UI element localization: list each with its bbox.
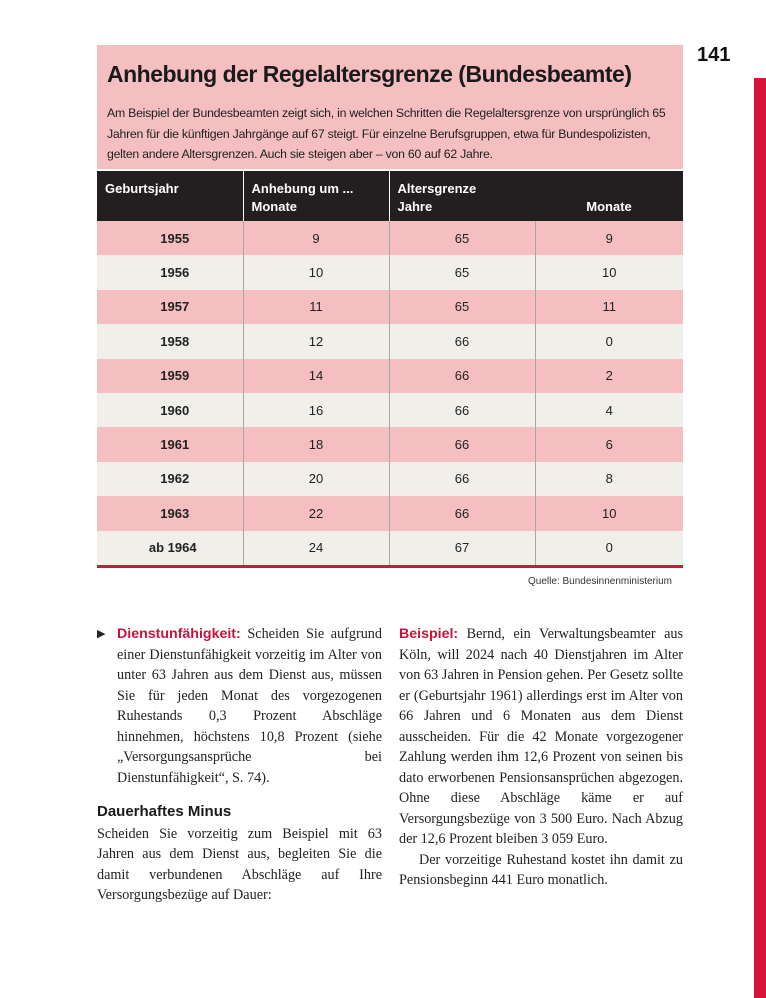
table-source: Quelle: Bundesinnenministerium xyxy=(528,576,672,587)
table-row xyxy=(97,221,683,255)
cell-raise-months: 11 xyxy=(243,290,389,324)
cell-birth-year: 1956 xyxy=(97,255,243,289)
table-row xyxy=(97,359,683,393)
box-title: Anhebung der Regelaltersgrenze (Bundesbeamte) xyxy=(107,61,632,87)
table-row xyxy=(97,462,683,496)
table-row xyxy=(97,531,683,565)
cell-age-months: 6 xyxy=(535,427,683,461)
cell-raise-months: 20 xyxy=(243,462,389,496)
box-intro-text: Am Beispiel der Bundesbeamten zeigt sich, in welchen Schritten die Regelaltersgrenze von ursprünglich 65 Jahren für die künftigen Jahrgänge auf 67 steigt. Für einzelne Berufsgruppen, etwa für Bundespolizisten, gelten andere Altersgrenzen. Auch sie steigen aber – von 60 auf 62 Jahre. xyxy=(107,106,666,161)
retirement-age-table xyxy=(97,171,683,565)
cell-age-years: 65 xyxy=(389,290,535,324)
section-heading: Dauerhaftes Minus xyxy=(97,803,232,820)
cell-birth-year: 1960 xyxy=(97,393,243,427)
cell-birth-year: 1955 xyxy=(97,221,243,255)
example-text: Bernd, ein Verwaltungsbeamter aus Köln, will 2024 nach 40 Dienstjahren im Alter von 63 Jahren in Pension gehen. Per Gesetz sollte er (Geburtsjahr 1961) allerdings erst im Alter von 66 Jahren und 6 Monaten aus dem Dienst ausscheiden. Für die 42 Monate vorgezogener Zahlung werden ihm 12,6 Prozent von seinen bis dato erworbenen Pensionsansprüchen abgezogen. Ohne diese Abschläge käme er auf Versorgungsbezüge von 3 500 Euro. Nach Abzug der 12,6 Prozent bleiben 3 059 Euro. xyxy=(399,626,683,847)
cell-birth-year: 1958 xyxy=(97,324,243,358)
page-number: 141 xyxy=(697,44,731,66)
table-row xyxy=(97,324,683,358)
header-birth-year: Geburtsjahr xyxy=(97,171,243,221)
cell-raise-months: 9 xyxy=(243,221,389,255)
header-age-limit-months: Monate xyxy=(535,171,683,221)
table-header-row xyxy=(97,171,683,221)
bullet-text: Scheiden Sie aufgrund einer Dienstunfähigkeit vorzeitig im Alter von unter 63 Jahren aus dem Dienst aus, müssen Sie für jeden Monat des vorgezogenen Ruhestands 0,3 Prozent Abschläge hinnehmen, höchstens 10,8 Prozent (siehe „Versorgungsansprüche bei Dienstunfähigkeit“, S. 74). xyxy=(117,626,382,786)
cell-raise-months: 16 xyxy=(243,393,389,427)
cell-raise-months: 24 xyxy=(243,531,389,565)
cell-age-years: 66 xyxy=(389,496,535,530)
cell-birth-year: ab 1964 xyxy=(97,531,243,565)
left-column xyxy=(97,624,382,906)
bullet-item xyxy=(97,624,382,788)
cell-raise-months: 18 xyxy=(243,427,389,461)
header-raise-months: Anhebung um ... Monate xyxy=(243,171,389,221)
cell-age-months: 2 xyxy=(535,359,683,393)
cell-age-years: 66 xyxy=(389,393,535,427)
info-box xyxy=(97,45,683,169)
triangle-bullet-icon: ▶ xyxy=(97,628,106,640)
cell-age-years: 66 xyxy=(389,359,535,393)
table-bottom-rule xyxy=(97,565,683,568)
cell-age-months: 11 xyxy=(535,290,683,324)
cell-age-years: 66 xyxy=(389,324,535,358)
cell-raise-months: 10 xyxy=(243,255,389,289)
table-row xyxy=(97,393,683,427)
cell-raise-months: 14 xyxy=(243,359,389,393)
cell-birth-year: 1961 xyxy=(97,427,243,461)
example-paragraph xyxy=(399,624,683,850)
cell-age-years: 66 xyxy=(389,462,535,496)
cell-birth-year: 1959 xyxy=(97,359,243,393)
edge-accent-bar xyxy=(754,78,766,998)
cell-age-months: 8 xyxy=(535,462,683,496)
cell-age-months: 0 xyxy=(535,531,683,565)
cell-birth-year: 1957 xyxy=(97,290,243,324)
cell-age-months: 9 xyxy=(535,221,683,255)
table-row xyxy=(97,290,683,324)
cell-age-years: 67 xyxy=(389,531,535,565)
section-paragraph: Scheiden Sie vorzeitig zum Beispiel mit 63 Jahren aus dem Dienst aus, begleiten Sie die damit verbundenen Abschläge auf Ihre Versorgungsbezüge auf Dauer: xyxy=(97,825,382,903)
cell-age-years: 66 xyxy=(389,427,535,461)
cell-age-months: 10 xyxy=(535,255,683,289)
example-conclusion: Der vorzeitige Ruhestand kostet ihn damit zu Pensionsbeginn 441 Euro monatlich. xyxy=(399,851,683,888)
table-row xyxy=(97,255,683,289)
header-age-limit-years: Altersgrenze Jahre xyxy=(389,171,535,221)
cell-raise-months: 22 xyxy=(243,496,389,530)
table-row xyxy=(97,496,683,530)
cell-age-months: 4 xyxy=(535,393,683,427)
bullet-lead: Dienstunfähigkeit: xyxy=(117,626,241,642)
cell-raise-months: 12 xyxy=(243,324,389,358)
table-row xyxy=(97,427,683,461)
cell-birth-year: 1962 xyxy=(97,462,243,496)
right-column xyxy=(399,624,683,891)
example-lead: Beispiel: xyxy=(399,626,459,642)
cell-age-years: 65 xyxy=(389,221,535,255)
cell-birth-year: 1963 xyxy=(97,496,243,530)
cell-age-months: 10 xyxy=(535,496,683,530)
cell-age-years: 65 xyxy=(389,255,535,289)
cell-age-months: 0 xyxy=(535,324,683,358)
